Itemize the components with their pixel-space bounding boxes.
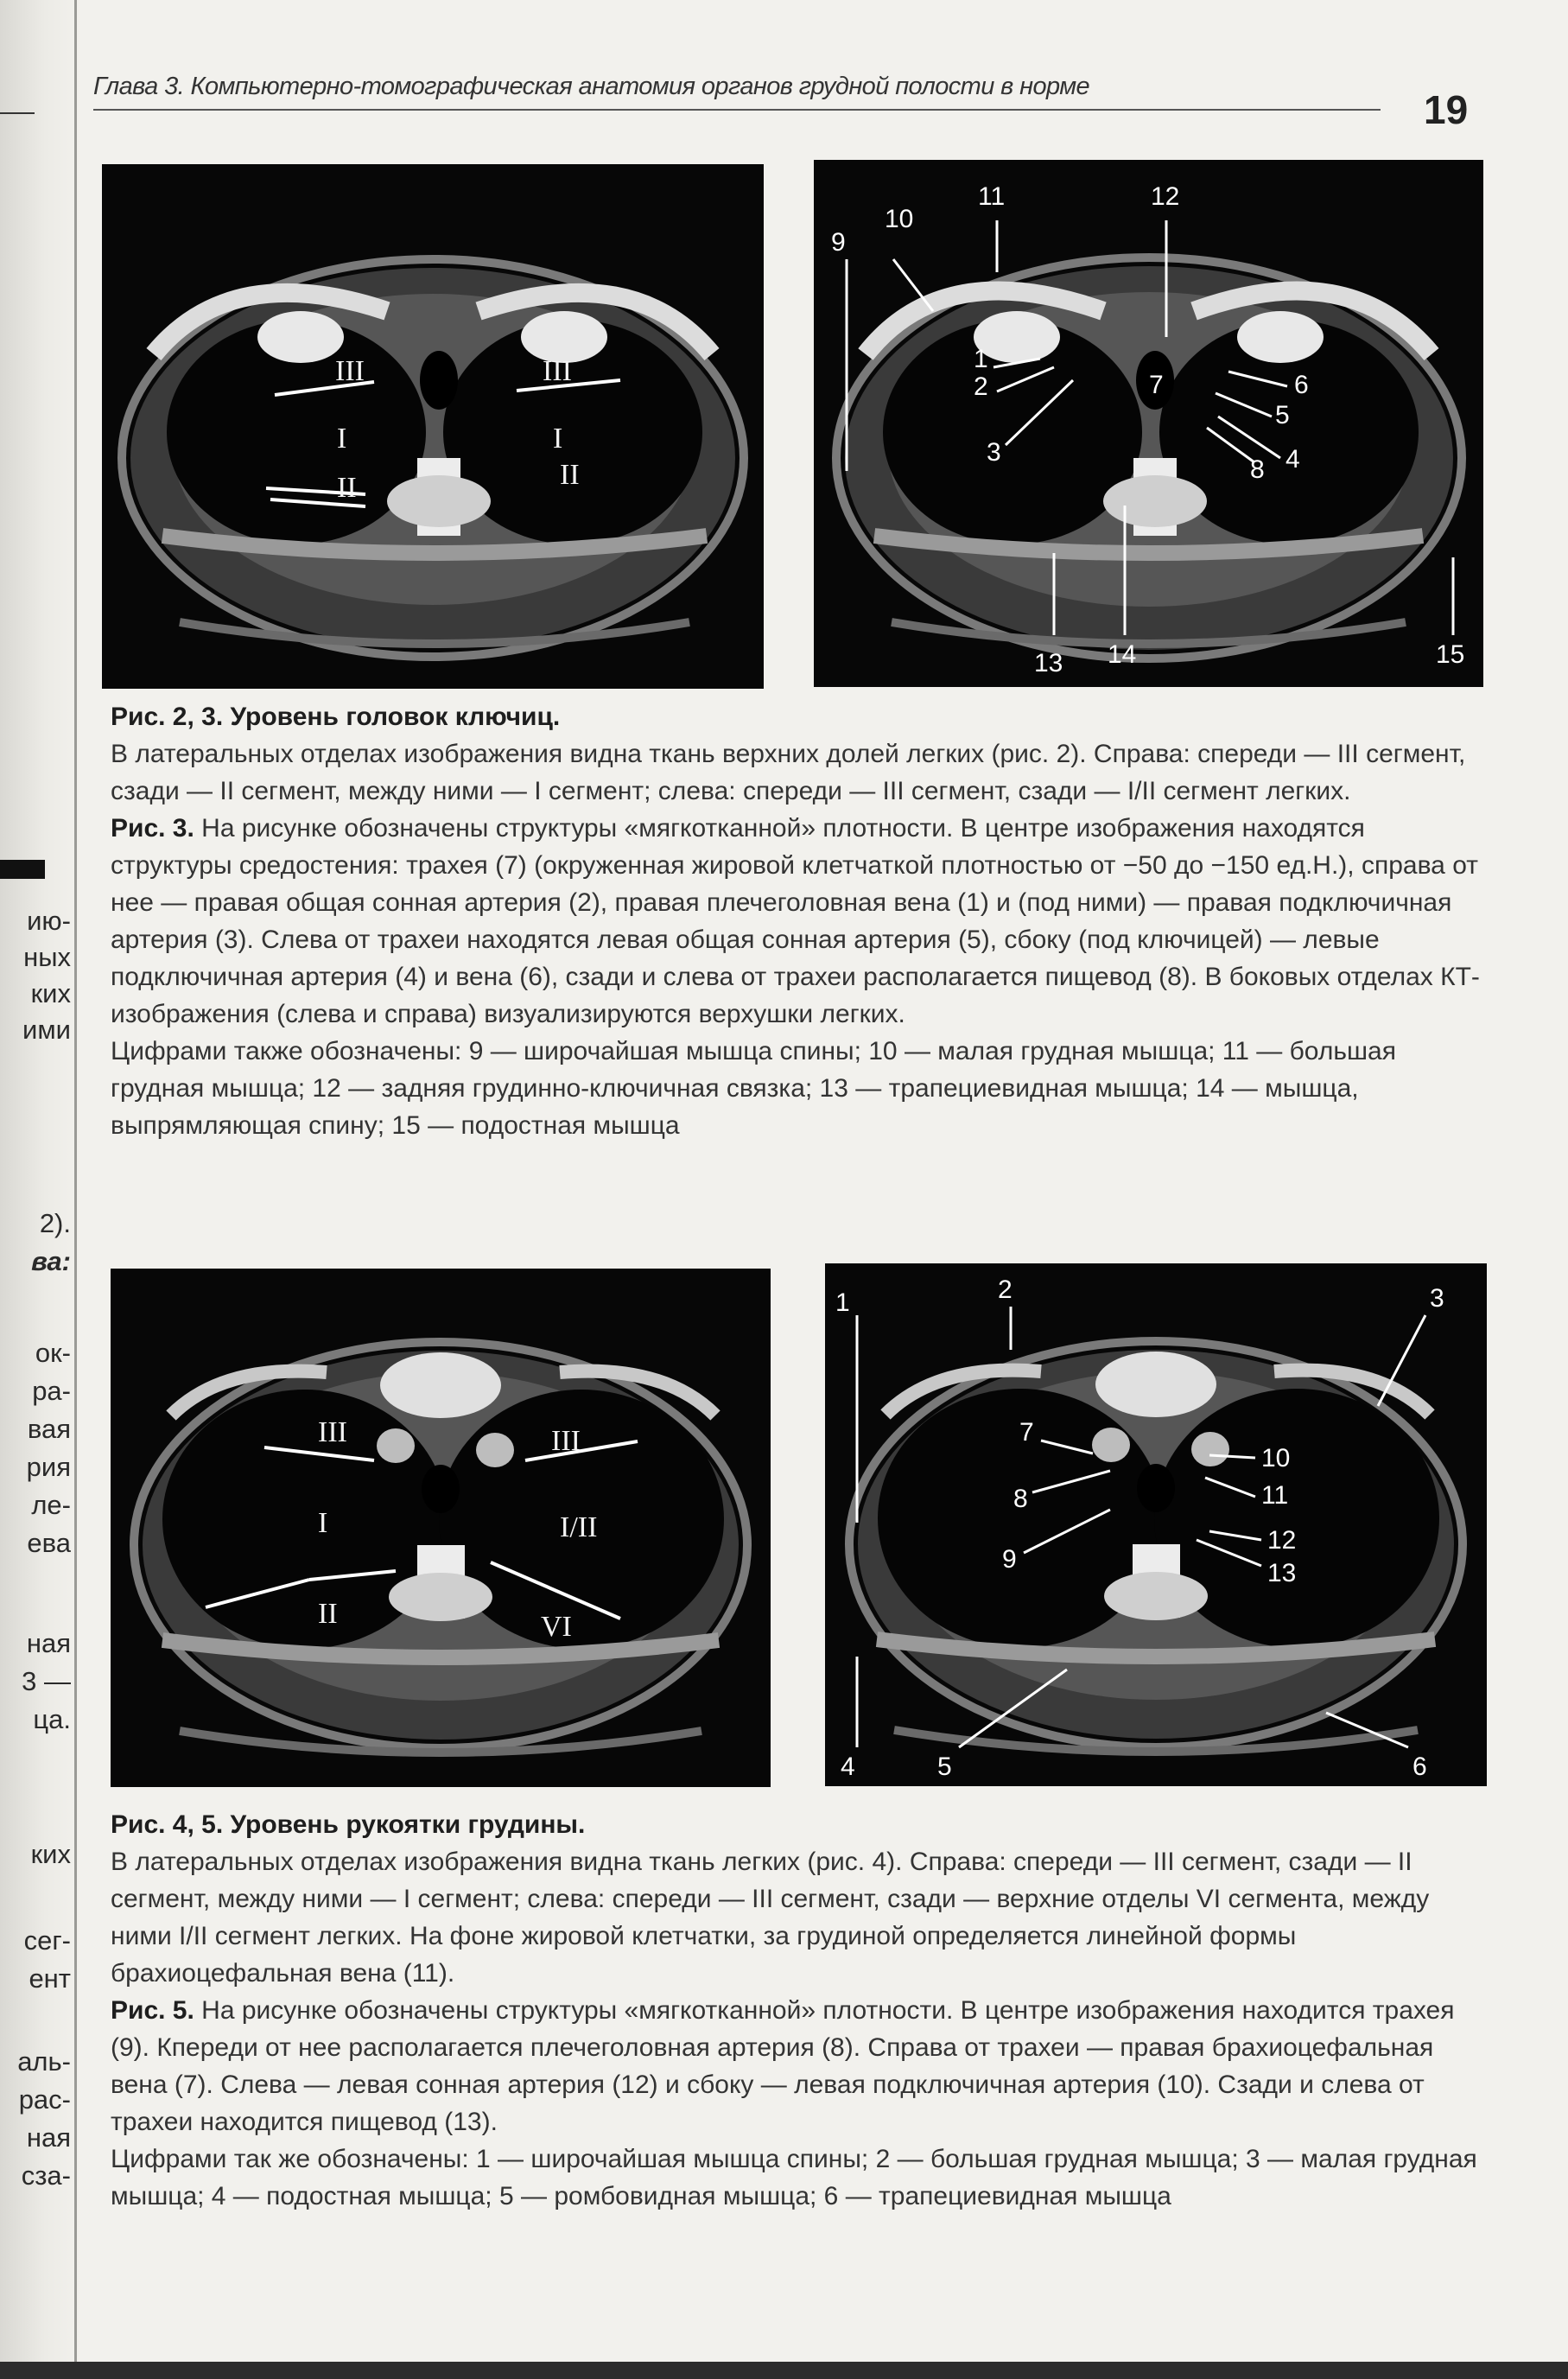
label-13: 13 (1034, 649, 1063, 677)
label-3: 3 (1430, 1284, 1444, 1313)
left-page-bar (0, 860, 45, 879)
fragment: 3 — (22, 1666, 71, 1696)
label-5: 5 (937, 1752, 952, 1781)
book-gutter (0, 0, 82, 2379)
fragment: ими (22, 1015, 71, 1045)
label-11: 11 (978, 182, 1006, 211)
fragment: ких (30, 978, 71, 1008)
label-15: 15 (1436, 640, 1465, 669)
fragment: ца. (33, 1704, 71, 1734)
caption-paragraph: Цифрами также обозначены: 9 — широчайшая мышца спины; 10 — малая грудная мышца; 11 — большая грудная мышца; 12 — задняя грудинно-ключичная связка; 13 — трапециевидная мышца; 14 — мышца, выпрямляющая спину; 15 — подостная мышца (111, 1037, 1396, 1140)
label-14: 14 (1108, 640, 1137, 669)
fragment: ких (30, 1839, 71, 1869)
ct-image-fig4 (111, 1269, 771, 1787)
caption-paragraph: Цифрами так же обозначены: 1 — широчайшая мышца спины; 2 — большая грудная мышца; 3 — малая грудная мышца; 4 — подостная мышца; 5 — ромбовидная мышца; 6 — трапециевидная мышца (111, 2145, 1477, 2210)
caption-paragraph: В латеральных отделах изображения видна ткань легких (рис. 4). Справа: спереди — III сегмент, сзади — II сегмент, между ними — I сегмент; слева: спереди — III сегмент, сзади — верхние отделы VI сегмента, между ними I/II сегмент легких. На фоне жировой клетчатки, за грудиной определяется линейной формы брахиоцефальная вена (11). (111, 1848, 1430, 1988)
label-3: 3 (987, 438, 1001, 467)
label-12: 12 (1151, 182, 1180, 211)
caption-fig2-3 (111, 698, 1493, 1144)
fragment: сза- (21, 2160, 71, 2191)
gutter-line (74, 0, 77, 2379)
fragment: ева (27, 1528, 71, 1558)
fragment: ная (26, 1628, 71, 1658)
caption-paragraph: На рисунке обозначены структуры «мягкотканной» плотности. В центре изображения находится трахея (9). Кпереди от нее располагается плечеголовная артерия (8). Справа от трахеи — правая брахиоцефальная вена (7). Слева — левая сонная артерия (12) и сбоку — левая подключичная артерия (10). Сзади и слева от трахеи находится пищевод (13). (111, 1996, 1455, 2136)
segment-label: II (560, 459, 580, 491)
segment-label: I/II (560, 1511, 598, 1543)
fragment: сег- (23, 1925, 71, 1956)
caption-lead: Рис. 5. (111, 1996, 194, 2025)
label-8: 8 (1250, 455, 1265, 484)
label-13: 13 (1267, 1559, 1297, 1587)
caption-paragraph: В латеральных отделах изображения видна ткань верхних долей легких (рис. 2). Справа: спереди — III сегмент, сзади — II сегмент, между ними — I сегмент; слева: спереди — III сегмент, сзади — I/II сегмент легких. (111, 740, 1466, 805)
caption-paragraph: На рисунке обозначены структуры «мягкотканной» плотности. В центре изображения находятся структуры средостения: трахея (7) (окруженная жировой клетчаткой плотностью от −50 до −150 ед.Н.), справа от нее — правая общая сонная артерия (2), правая плечеголовная вена (1) и (под ними) — правая подключичная артерия (3). Слева от трахеи находятся левая общая сонная артерия (5), сбоку (под ключицей) — левые подключичная артерия (4) и вена (6), сзади и слева от трахеи располагается пищевод (8). В боковых отделах КТ-изображения (слева и справа) визуализируются верхушки легких. (111, 814, 1480, 1028)
caption-fig4-5 (111, 1806, 1493, 2215)
ct-image-fig2 (102, 164, 764, 689)
label-6: 6 (1294, 371, 1309, 399)
segment-label: II (337, 472, 357, 504)
label-10: 10 (1261, 1444, 1291, 1473)
segment-label: I (318, 1507, 328, 1539)
fragment: вая (27, 1414, 71, 1444)
label-2: 2 (998, 1275, 1013, 1304)
label-6: 6 (1412, 1752, 1427, 1781)
ct-image-fig3 (814, 160, 1483, 687)
scan-bottom-edge (0, 2362, 1568, 2379)
segment-label: VI (541, 1611, 572, 1643)
fragment: ле- (31, 1490, 71, 1520)
label-7: 7 (1149, 371, 1164, 399)
fragment: ная (26, 2122, 71, 2153)
label-2: 2 (974, 372, 988, 401)
segment-label: I (337, 423, 347, 455)
fragment: рия (26, 1452, 71, 1482)
page-number: 19 (1424, 87, 1469, 132)
fragment: ра- (32, 1376, 71, 1406)
left-page-rule (0, 112, 35, 114)
fragment: ва: (31, 1246, 71, 1276)
ct-image-fig5 (825, 1263, 1487, 1786)
label-7: 7 (1019, 1418, 1034, 1447)
caption-lead: Рис. 3. (111, 814, 194, 843)
fragment: 2). (39, 1208, 71, 1238)
caption-title: Рис. 2, 3. Уровень головок ключиц. (111, 703, 561, 731)
label-11: 11 (1261, 1481, 1289, 1510)
label-4: 4 (1286, 445, 1300, 474)
segment-label: III (335, 355, 365, 387)
segment-label: I (553, 423, 563, 455)
label-8: 8 (1013, 1485, 1028, 1513)
fragment: ент (29, 1963, 71, 1994)
label-9: 9 (831, 228, 846, 257)
caption-title: Рис. 4, 5. Уровень рукоятки грудины. (111, 1810, 586, 1839)
label-5: 5 (1275, 401, 1290, 429)
fragment: ных (23, 942, 71, 972)
fragment: рас- (18, 2084, 71, 2115)
label-9: 9 (1002, 1545, 1017, 1574)
label-4: 4 (841, 1752, 855, 1781)
label-12: 12 (1267, 1526, 1297, 1555)
segment-label: II (318, 1598, 338, 1630)
label-10: 10 (885, 205, 914, 233)
running-title: Глава 3. Компьютерно-томографическая анатомия органов грудной полости в норме (93, 73, 1090, 100)
segment-label: III (551, 1425, 581, 1457)
header-rule (93, 109, 1381, 111)
fragment: аль- (17, 2046, 71, 2077)
segment-label: III (543, 355, 572, 387)
label-1: 1 (835, 1288, 850, 1317)
fragment: ию- (27, 906, 71, 936)
fragment: ок- (35, 1338, 71, 1368)
label-1: 1 (974, 345, 988, 373)
segment-label: III (318, 1416, 347, 1448)
